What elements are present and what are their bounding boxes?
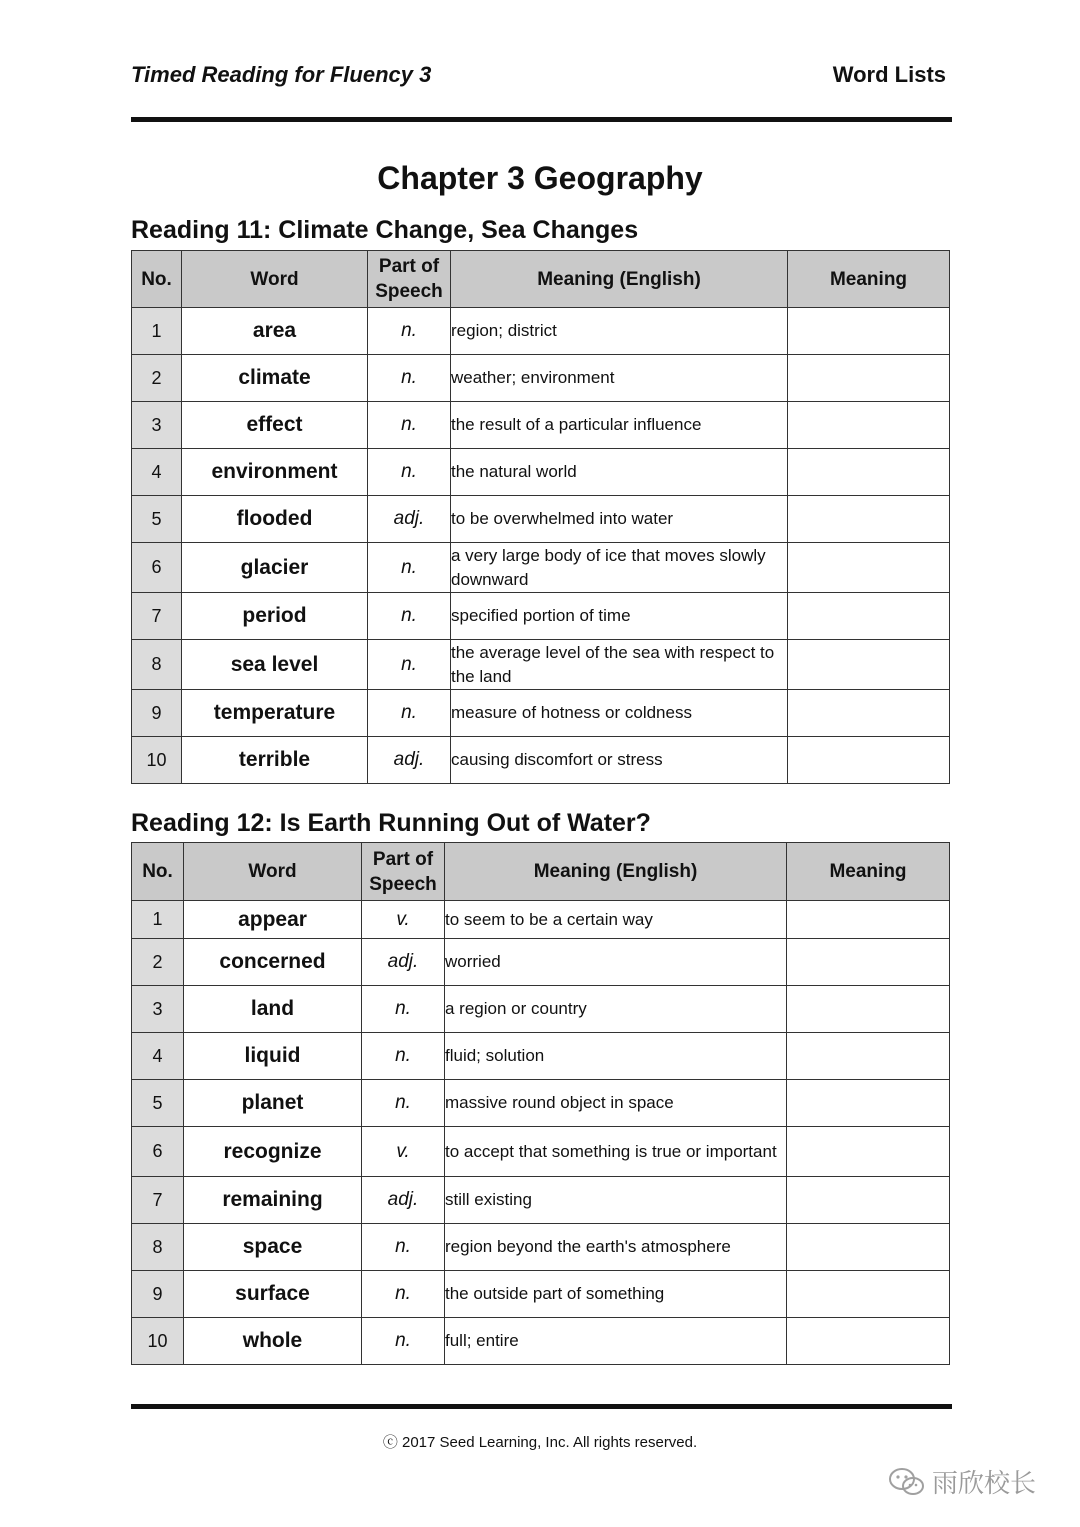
meaning-english: specified portion of time [451,593,788,640]
table-header-row [132,843,950,901]
part-of-speech: n. [368,449,451,496]
word-term: climate [182,355,368,402]
part-of-speech: n. [362,1318,445,1365]
meaning-english: to seem to be a certain way [445,901,787,939]
col-meaning: Meaning [788,251,950,308]
word-number: 5 [132,1080,184,1127]
word-number: 2 [132,355,182,402]
word-term: remaining [184,1177,362,1224]
word-term: glacier [182,543,368,593]
table-row [132,593,950,640]
meaning-english: to accept that something is true or important [445,1127,787,1177]
meaning-blank [788,355,950,402]
meaning-english: the outside part of something [445,1271,787,1318]
part-of-speech: n. [368,640,451,690]
meaning-english: massive round object in space [445,1080,787,1127]
word-number: 3 [132,402,182,449]
meaning-blank [787,1127,950,1177]
word-number: 8 [132,640,182,690]
part-of-speech: adj. [362,939,445,986]
watermark [888,1463,1036,1500]
meaning-blank [787,1224,950,1271]
word-number: 3 [132,986,184,1033]
word-number: 2 [132,939,184,986]
section-label: Word Lists [832,62,946,87]
word-term: surface [184,1271,362,1318]
meaning-blank [787,901,950,939]
meaning-english: the result of a particular influence [451,402,788,449]
part-of-speech: v. [362,1127,445,1177]
meaning-blank [787,1271,950,1318]
meaning-blank [787,1080,950,1127]
word-term: flooded [182,496,368,543]
word-number: 4 [132,1033,184,1080]
meaning-english: a region or country [445,986,787,1033]
meaning-english: full; entire [445,1318,787,1365]
table-row [132,901,950,939]
table-row [132,986,950,1033]
part-of-speech: n. [362,1271,445,1318]
word-number: 8 [132,1224,184,1271]
word-number: 7 [132,593,182,640]
word-term: appear [184,901,362,939]
table-row [132,1080,950,1127]
part-of-speech: n. [362,1224,445,1271]
word-number: 7 [132,1177,184,1224]
part-of-speech: n. [362,1080,445,1127]
part-of-speech: n. [368,355,451,402]
meaning-english: the average level of the sea with respect to the land [451,640,788,690]
meaning-blank [787,1177,950,1224]
table-row [132,402,950,449]
meaning-english: region; district [451,308,788,355]
meaning-blank [788,402,950,449]
meaning-blank [788,690,950,737]
word-term: temperature [182,690,368,737]
meaning-blank [788,737,950,784]
word-number: 4 [132,449,182,496]
part-of-speech: adj. [368,496,451,543]
meaning-english: weather; environment [451,355,788,402]
col-word: Word [182,251,368,308]
word-term: period [182,593,368,640]
col-meaning-english: Meaning (English) [445,843,787,901]
table-row [132,1177,950,1224]
col-part-of-speech: Part of Speech [362,843,445,901]
word-term: liquid [184,1033,362,1080]
part-of-speech: adj. [368,737,451,784]
reading-12-table [131,842,950,1365]
meaning-english: causing discomfort or stress [451,737,788,784]
col-word: Word [184,843,362,901]
word-number: 5 [132,496,182,543]
copyright-footer: ⓒ 2017 Seed Learning, Inc. All rights reserved. [382,1434,698,1451]
col-part-of-speech: Part of Speech [368,251,451,308]
part-of-speech: v. [362,901,445,939]
book-title: Timed Reading for Fluency 3 [131,62,432,87]
meaning-english: region beyond the earth's atmosphere [445,1224,787,1271]
top-divider [131,117,952,122]
word-term: recognize [184,1127,362,1177]
meaning-blank [788,543,950,593]
meaning-blank [788,496,950,543]
table-row [132,1271,950,1318]
meaning-blank [787,1033,950,1080]
word-term: environment [182,449,368,496]
meaning-blank [787,1318,950,1365]
meaning-english: still existing [445,1177,787,1224]
word-number: 10 [132,737,182,784]
word-number: 1 [132,901,184,939]
word-term: space [184,1224,362,1271]
word-term: planet [184,1080,362,1127]
table-row [132,543,950,593]
word-term: land [184,986,362,1033]
col-meaning: Meaning [787,843,950,901]
meaning-blank [788,308,950,355]
word-number: 1 [132,308,182,355]
word-term: concerned [184,939,362,986]
chapter-title: Chapter 3 Geography [377,160,703,196]
meaning-english: a very large body of ice that moves slowly downward [451,543,788,593]
table-row [132,1224,950,1271]
table-row [132,1033,950,1080]
meaning-blank [788,593,950,640]
word-number: 9 [132,690,182,737]
part-of-speech: adj. [362,1177,445,1224]
bottom-divider [131,1404,952,1409]
watermark-text: 雨欣校长 [932,1468,1037,1498]
meaning-english: to be overwhelmed into water [451,496,788,543]
meaning-blank [787,986,950,1033]
word-number: 6 [132,1127,184,1177]
table-row [132,640,950,690]
word-number: 6 [132,543,182,593]
table-row [132,355,950,402]
table-header-row [132,251,950,308]
part-of-speech: n. [368,308,451,355]
reading-11-title: Reading 11: Climate Change, Sea Changes [131,216,639,244]
word-term: effect [182,402,368,449]
col-meaning-english: Meaning (English) [451,251,788,308]
table-row [132,308,950,355]
reading-11-table [131,250,950,784]
part-of-speech: n. [368,690,451,737]
meaning-blank [788,449,950,496]
col-no: No. [132,843,184,901]
part-of-speech: n. [362,1033,445,1080]
table-row [132,690,950,737]
table-row [132,1127,950,1177]
word-number: 9 [132,1271,184,1318]
part-of-speech: n. [368,402,451,449]
meaning-english: worried [445,939,787,986]
word-term: whole [184,1318,362,1365]
table-row [132,1318,950,1365]
part-of-speech: n. [368,593,451,640]
table-row [132,449,950,496]
word-term: terrible [182,737,368,784]
table-row [132,496,950,543]
meaning-english: fluid; solution [445,1033,787,1080]
word-term: area [182,308,368,355]
meaning-blank [788,640,950,690]
table-row [132,737,950,784]
meaning-english: the natural world [451,449,788,496]
reading-12-title: Reading 12: Is Earth Running Out of Water? [131,809,651,837]
col-no: No. [132,251,182,308]
meaning-english: measure of hotness or coldness [451,690,788,737]
wechat-icon [888,1466,926,1498]
part-of-speech: n. [362,986,445,1033]
meaning-blank [787,939,950,986]
word-number: 10 [132,1318,184,1365]
table-row [132,939,950,986]
word-term: sea level [182,640,368,690]
part-of-speech: n. [368,543,451,593]
